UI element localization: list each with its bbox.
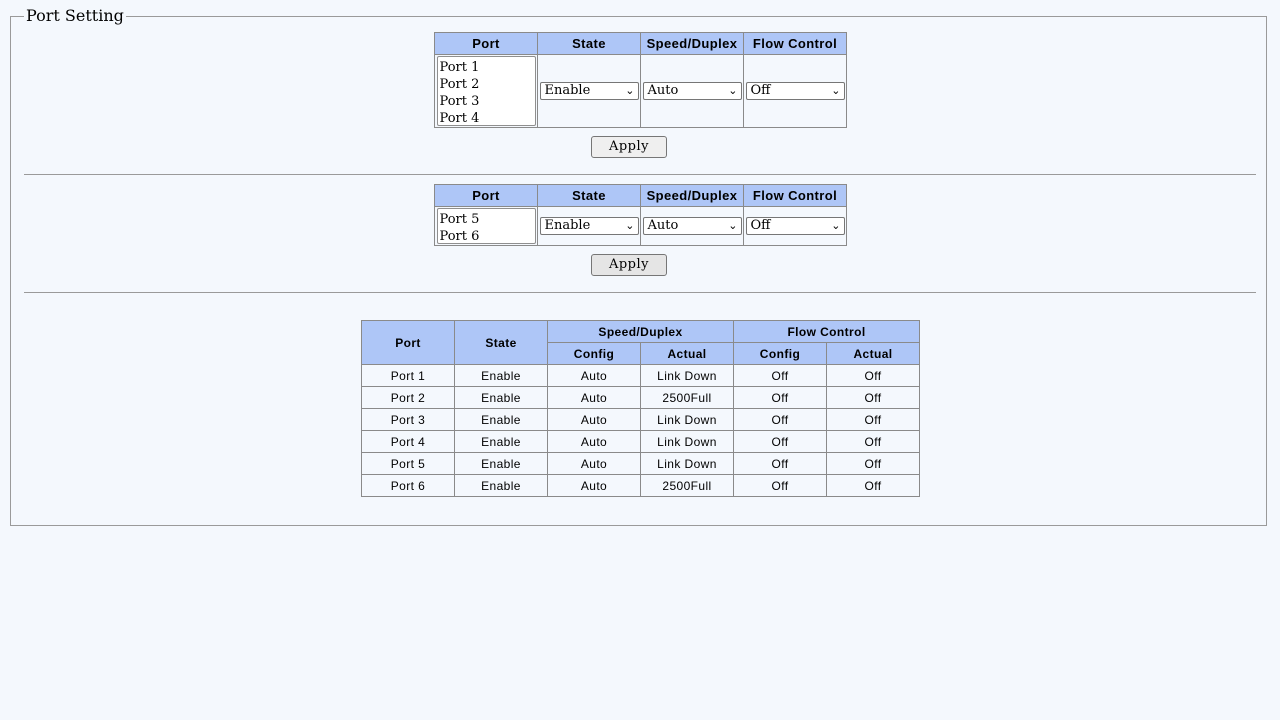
col-port: Port	[435, 33, 538, 55]
cell-state: Enable	[455, 453, 548, 475]
table-row	[362, 475, 920, 497]
status-col-speed-config: Config	[548, 343, 641, 365]
cell-flow-actual: Off	[827, 365, 920, 387]
table-row	[362, 387, 920, 409]
cell-speed-actual: 2500Full	[641, 387, 734, 409]
cell-speed-actual: Link Down	[641, 365, 734, 387]
col-state: State	[538, 185, 641, 207]
port-option[interactable]: Port 6	[439, 229, 480, 244]
port-option[interactable]: Port 1	[439, 60, 480, 75]
cell-state: Enable	[455, 409, 548, 431]
status-col-flow-control: Flow Control	[734, 321, 920, 343]
col-speed-duplex: Speed/Duplex	[641, 33, 744, 55]
apply-button-1[interactable]: Apply	[591, 136, 667, 158]
fieldset-title: Port Setting	[26, 6, 124, 25]
chevron-down-icon: ⌄	[831, 219, 841, 232]
cell-flow-actual: Off	[827, 431, 920, 453]
state-select[interactable]	[540, 217, 639, 235]
cell-flow-actual: Off	[827, 387, 920, 409]
cell-state: Enable	[455, 475, 548, 497]
apply-button-2[interactable]: Apply	[591, 254, 667, 276]
cell-port: Port 5	[362, 453, 455, 475]
state-select-value: Enable	[544, 83, 591, 98]
col-flow-control: Flow Control	[744, 185, 847, 207]
cell-flow-actual: Off	[827, 453, 920, 475]
port-list-cell	[435, 55, 538, 128]
col-speed-duplex: Speed/Duplex	[641, 185, 744, 207]
speed-select-value: Auto	[647, 83, 679, 98]
port-listbox[interactable]	[437, 56, 536, 126]
flow-select-value: Off	[750, 218, 771, 233]
col-port: Port	[435, 185, 538, 207]
cell-speed-config: Auto	[548, 387, 641, 409]
cell-port: Port 3	[362, 409, 455, 431]
chevron-down-icon: ⌄	[831, 84, 841, 97]
cell-speed-config: Auto	[548, 475, 641, 497]
cell-flow-actual: Off	[827, 409, 920, 431]
chevron-down-icon: ⌄	[728, 84, 738, 97]
chevron-down-icon: ⌄	[728, 219, 738, 232]
cell-flow-actual: Off	[827, 475, 920, 497]
status-col-speed-duplex: Speed/Duplex	[548, 321, 734, 343]
cell-state: Enable	[455, 387, 548, 409]
table-row	[362, 365, 920, 387]
port-listbox[interactable]	[437, 208, 536, 244]
cell-port: Port 1	[362, 365, 455, 387]
port-option[interactable]: Port 2	[439, 77, 480, 92]
speed-duplex-select[interactable]	[643, 217, 742, 235]
cell-speed-config: Auto	[548, 453, 641, 475]
divider	[24, 174, 1256, 175]
cell-speed-actual: Link Down	[641, 409, 734, 431]
flow-control-select[interactable]	[746, 217, 845, 235]
cell-port: Port 6	[362, 475, 455, 497]
cell-speed-config: Auto	[548, 365, 641, 387]
table-row	[362, 409, 920, 431]
state-select-value: Enable	[544, 218, 591, 233]
port-status-table	[361, 320, 920, 497]
speed-select-value: Auto	[647, 218, 679, 233]
cell-state: Enable	[455, 431, 548, 453]
cell-speed-actual: Link Down	[641, 431, 734, 453]
cell-speed-config: Auto	[548, 431, 641, 453]
table-row	[362, 453, 920, 475]
port-config-table-2	[434, 184, 847, 246]
cell-speed-actual: 2500Full	[641, 475, 734, 497]
port-list-cell	[435, 207, 538, 246]
cell-flow-config: Off	[734, 475, 827, 497]
status-col-state: State	[455, 321, 548, 365]
status-col-flow-config: Config	[734, 343, 827, 365]
flow-control-select[interactable]	[746, 82, 845, 100]
cell-port: Port 4	[362, 431, 455, 453]
cell-flow-config: Off	[734, 365, 827, 387]
cell-state: Enable	[455, 365, 548, 387]
chevron-down-icon: ⌄	[625, 84, 635, 97]
col-flow-control: Flow Control	[744, 33, 847, 55]
port-option[interactable]: Port 5	[439, 212, 480, 227]
port-config-table-1	[434, 32, 847, 128]
state-select[interactable]	[540, 82, 639, 100]
speed-duplex-select[interactable]	[643, 82, 742, 100]
table-row	[362, 431, 920, 453]
cell-speed-config: Auto	[548, 409, 641, 431]
port-option[interactable]: Port 3	[439, 94, 480, 109]
divider	[24, 292, 1256, 293]
port-option[interactable]: Port 4	[439, 111, 480, 126]
status-col-speed-actual: Actual	[641, 343, 734, 365]
cell-speed-actual: Link Down	[641, 453, 734, 475]
flow-select-value: Off	[750, 83, 771, 98]
status-col-flow-actual: Actual	[827, 343, 920, 365]
cell-flow-config: Off	[734, 431, 827, 453]
cell-flow-config: Off	[734, 453, 827, 475]
cell-flow-config: Off	[734, 387, 827, 409]
col-state: State	[538, 33, 641, 55]
cell-port: Port 2	[362, 387, 455, 409]
cell-flow-config: Off	[734, 409, 827, 431]
chevron-down-icon: ⌄	[625, 219, 635, 232]
status-col-port: Port	[362, 321, 455, 365]
